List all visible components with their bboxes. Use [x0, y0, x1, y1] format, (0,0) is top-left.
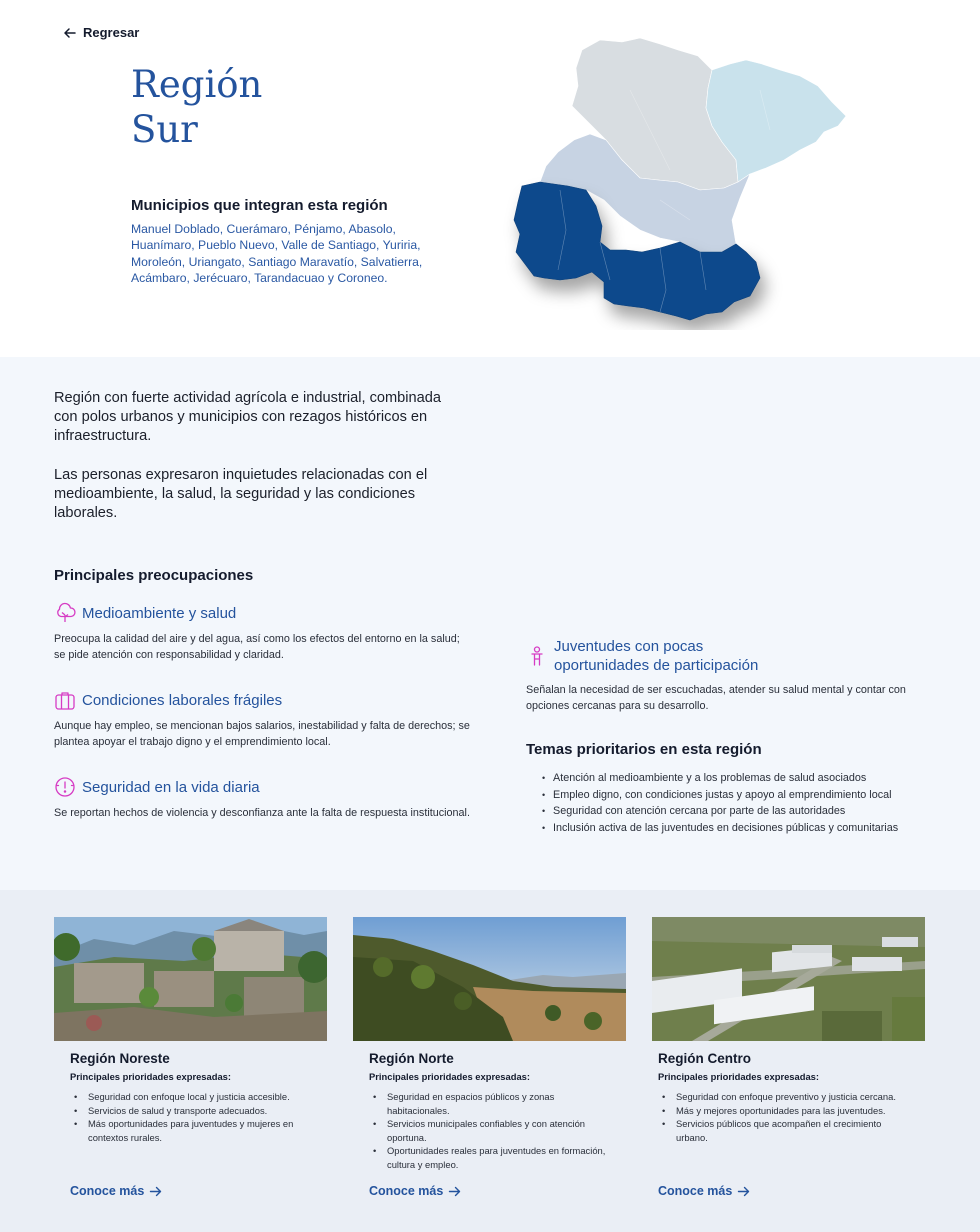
- list-item: • Seguridad con enfoque local y justicia accesible.: [70, 1090, 315, 1104]
- concern-title: Condiciones laborales frágiles: [82, 691, 283, 709]
- page-title: [131, 62, 262, 152]
- region-card: [353, 917, 626, 1198]
- concern-title: Medioambiente y salud: [82, 604, 237, 622]
- card-priorities: [369, 1090, 614, 1172]
- hero-section: [0, 0, 980, 357]
- card-priorities: [70, 1090, 315, 1144]
- concern-title-line-2: oportunidades de participación: [554, 657, 759, 674]
- learn-more-label: Conoce más: [70, 1184, 145, 1198]
- arrow-right-icon: [448, 1185, 461, 1198]
- learn-more-link[interactable]: [369, 1184, 461, 1198]
- concern-text: Se reportan hechos de violencia y desconfianza ante la falta de respuesta institucional.: [54, 807, 470, 819]
- region-info-section: [0, 357, 980, 890]
- card-priorities: [658, 1090, 903, 1144]
- list-item: • Más oportunidades para juventudes y mujeres en contextos rurales.: [70, 1117, 315, 1144]
- youth-icon: [526, 645, 548, 667]
- topics-list: [542, 770, 898, 836]
- card-title: Región Norte: [369, 1051, 454, 1066]
- list-item: • Seguridad con atención cercana por parte de las autoridades: [542, 803, 898, 820]
- learn-more-label: Conoce más: [369, 1184, 444, 1198]
- learn-more-label: Conoce más: [658, 1184, 733, 1198]
- list-item: • Servicios de salud y transporte adecuados.: [70, 1104, 315, 1118]
- arrow-left-icon: [63, 26, 77, 40]
- card-title: Región Noreste: [70, 1051, 170, 1066]
- list-item: • Seguridad con enfoque preventivo y justicia cercana.: [658, 1090, 903, 1104]
- arrow-right-icon: [149, 1185, 162, 1198]
- list-item: • Oportunidades reales para juventudes en formación, cultura y empleo.: [369, 1144, 614, 1171]
- region-photo: [652, 917, 925, 1041]
- region-card: [54, 917, 327, 1198]
- topics-heading: Temas prioritarios en esta región: [526, 741, 762, 758]
- concern-text: Preocupa la calidad del aire y del agua, así como los efectos del entorno en la salud; se pide atención con responsabilidad y claridad.: [54, 633, 460, 662]
- concern-text: Aunque hay empleo, se mencionan bajos salarios, inestabilidad y falta de derechos; se plantea apoyar el trabajo digno y el emprendimiento local.: [54, 720, 470, 749]
- arrow-right-icon: [737, 1185, 750, 1198]
- concern-title-line-1: Juventudes con pocas: [554, 638, 704, 655]
- intro-paragraph-2: Las personas expresaron inquietudes relacionadas con el medioambiente, la salud, la seguridad y las condiciones laborales.: [54, 467, 428, 522]
- region-photo: [54, 917, 327, 1041]
- learn-more-link[interactable]: [70, 1184, 162, 1198]
- alert-icon: [54, 776, 76, 798]
- title-line-1: Región: [131, 63, 263, 106]
- list-item: • Seguridad en espacios públicos y zonas habitacionales.: [369, 1090, 614, 1117]
- briefcase-icon: [54, 689, 76, 711]
- region-photo: [353, 917, 626, 1041]
- concern-item: [526, 637, 926, 715]
- back-label: Regresar: [83, 25, 140, 40]
- card-subtitle: Principales prioridades expresadas:: [658, 1071, 820, 1082]
- region-card: [652, 917, 925, 1198]
- list-item: • Empleo digno, con condiciones justas y apoyo al emprendimiento local: [542, 787, 898, 804]
- learn-more-link[interactable]: [658, 1184, 750, 1198]
- municipalities-heading: Municipios que integran esta región: [131, 197, 388, 214]
- card-title: Región Centro: [658, 1051, 751, 1066]
- list-item: • Atención al medioambiente y a los problemas de salud asociados: [542, 770, 898, 787]
- list-item: • Servicios públicos que acompañen el crecimiento urbano.: [658, 1117, 903, 1144]
- concern-title: Seguridad en la vida diaria: [82, 778, 260, 796]
- concern-item: [54, 602, 474, 664]
- list-item: • Inclusión activa de las juventudes en decisiones públicas y comunitarias: [542, 820, 898, 837]
- card-subtitle: Principales prioridades expresadas:: [70, 1071, 232, 1082]
- title-line-2: Sur: [131, 108, 198, 151]
- municipalities-list: Manuel Doblado, Cuerámaro, Pénjamo, Abasolo, Huanímaro, Pueblo Nuevo, Valle de Santiago, Yuriria, Moroleón, Uriangato, Santiago Maravatío, Salvatierra, Acámbaro, Jerécuaro, Tarandacuao y Coroneo.: [131, 222, 423, 286]
- card-subtitle: Principales prioridades expresadas:: [369, 1071, 531, 1082]
- list-item: • Servicios municipales confiables y con atención oportuna.: [369, 1117, 614, 1144]
- concern-item: [54, 776, 474, 821]
- list-item: • Más y mejores oportunidades para las juventudes.: [658, 1104, 903, 1118]
- tree-icon: [54, 602, 76, 624]
- concern-text: Señalan la necesidad de ser escuchadas, atender su salud mental y contar con opciones cercanas para su desarrollo.: [526, 684, 906, 713]
- intro-paragraph-1: Región con fuerte actividad agrícola e industrial, combinada con polos urbanos y municipios con rezagos históricos en infraestructura.: [54, 390, 441, 445]
- other-regions-section: [0, 890, 980, 1232]
- concerns-heading: Principales preocupaciones: [54, 567, 254, 584]
- concern-item: [54, 689, 474, 751]
- region-map: [500, 30, 860, 330]
- concern-title: [554, 637, 758, 675]
- back-link[interactable]: [63, 25, 139, 40]
